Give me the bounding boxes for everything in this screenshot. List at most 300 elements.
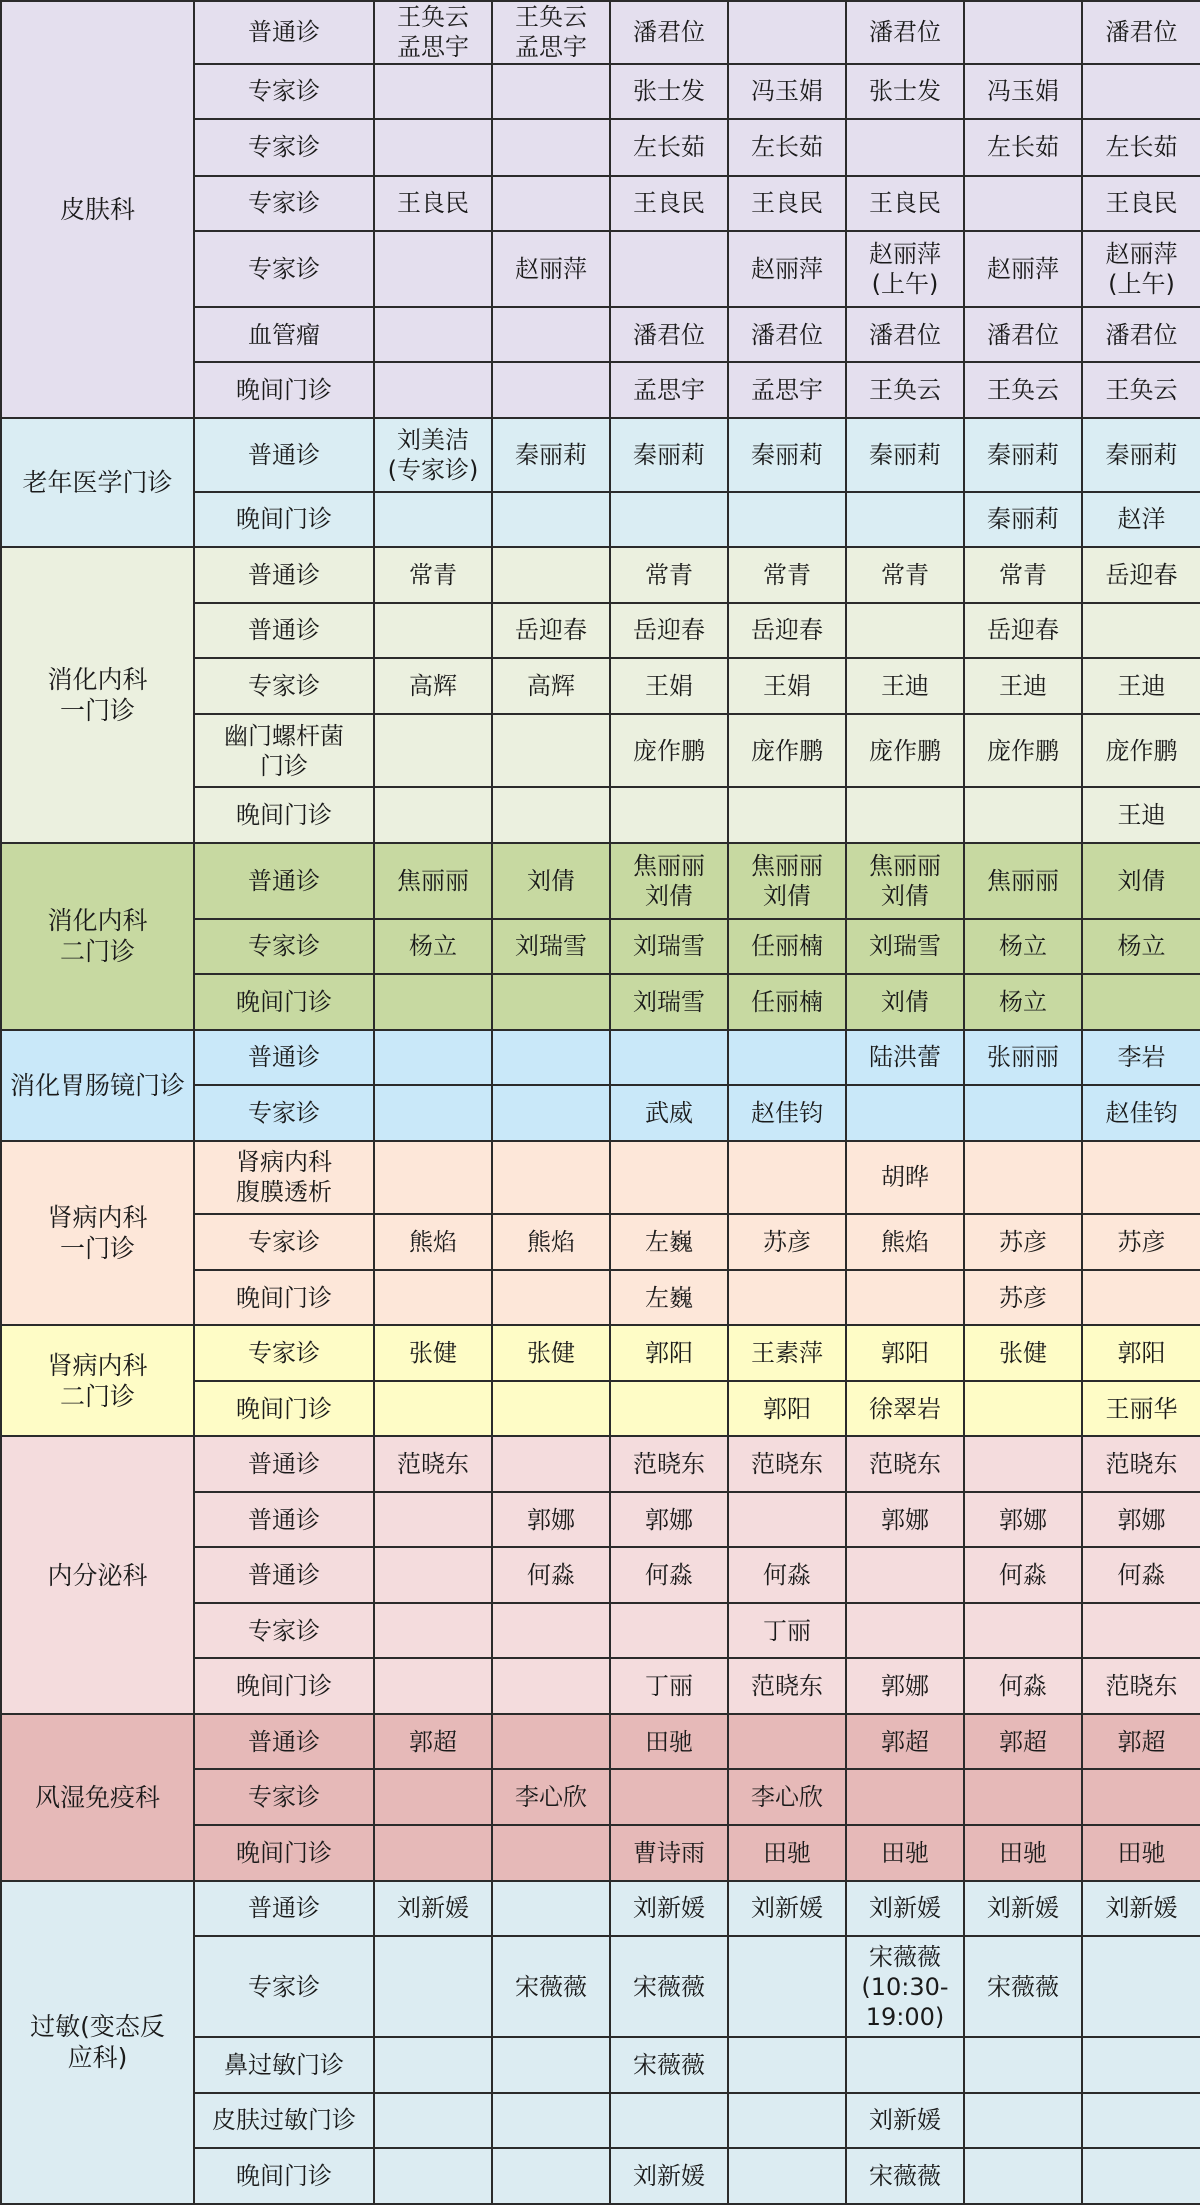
doctor-cell: 冯玉娟 — [964, 64, 1082, 120]
doctor-cell — [374, 787, 492, 843]
doctor-cell — [846, 1547, 964, 1603]
doctor-cell: 庞作鹏 — [610, 714, 728, 788]
doctor-cell: 王娟 — [728, 658, 846, 714]
clinic-type: 专家诊 — [194, 231, 374, 307]
clinic-type: 普通诊 — [194, 603, 374, 659]
doctor-cell: 赵佳钧 — [728, 1085, 846, 1141]
schedule-body — [1, 1, 1200, 2204]
doctor-cell — [492, 1603, 610, 1659]
doctor-cell — [728, 1492, 846, 1548]
doctor-cell: 范晓东 — [728, 1436, 846, 1492]
doctor-cell — [728, 2093, 846, 2149]
doctor-cell: 苏彦 — [964, 1270, 1082, 1326]
doctor-cell: 张士发 — [610, 64, 728, 120]
doctor-cell: 赵佳钧 — [1082, 1085, 1200, 1141]
doctor-cell: 王奂云 — [964, 362, 1082, 418]
doctor-cell: 秦丽莉 — [964, 418, 1082, 492]
doctor-cell: 王奂云 — [846, 362, 964, 418]
clinic-type: 晚间门诊 — [194, 787, 374, 843]
doctor-cell: 张健 — [492, 1325, 610, 1381]
doctor-cell — [492, 176, 610, 232]
clinic-type: 晚间门诊 — [194, 1825, 374, 1881]
doctor-cell: 郭超 — [846, 1714, 964, 1770]
doctor-cell: 郭娜 — [492, 1492, 610, 1548]
doctor-cell: 何淼 — [1082, 1547, 1200, 1603]
doctor-cell: 郭娜 — [964, 1492, 1082, 1548]
doctor-cell: 苏彦 — [1082, 1214, 1200, 1270]
doctor-cell: 田驰 — [964, 1825, 1082, 1881]
clinic-type: 专家诊 — [194, 1769, 374, 1825]
doctor-cell: 徐翠岩 — [846, 1381, 964, 1437]
doctor-cell: 宋薇薇 — [846, 2148, 964, 2204]
doctor-cell — [1082, 2037, 1200, 2093]
schedule-row — [1, 547, 1200, 603]
doctor-cell — [374, 603, 492, 659]
doctor-cell — [1082, 1936, 1200, 2037]
doctor-cell: 刘瑞雪 — [492, 919, 610, 975]
doctor-cell: 范晓东 — [846, 1436, 964, 1492]
doctor-cell — [1082, 64, 1200, 120]
doctor-cell — [374, 119, 492, 176]
doctor-cell: 左巍 — [610, 1214, 728, 1270]
doctor-cell: 胡晔 — [846, 1141, 964, 1215]
clinic-type: 专家诊 — [194, 1936, 374, 2037]
doctor-cell: 杨立 — [964, 919, 1082, 975]
doctor-cell — [374, 231, 492, 307]
doctor-cell: 焦丽丽 刘倩 — [846, 843, 964, 919]
doctor-cell — [374, 1492, 492, 1548]
doctor-cell: 王奂云 孟思宇 — [492, 1, 610, 64]
doctor-cell: 左长茹 — [964, 119, 1082, 176]
doctor-cell: 孟思宇 — [610, 362, 728, 418]
doctor-cell: 刘新媛 — [610, 2148, 728, 2204]
doctor-cell — [846, 603, 964, 659]
doctor-cell — [728, 1936, 846, 2037]
doctor-cell: 潘君位 — [728, 307, 846, 363]
doctor-cell: 范晓东 — [374, 1436, 492, 1492]
doctor-cell: 潘君位 — [1082, 1, 1200, 64]
doctor-cell: 岳迎春 — [1082, 547, 1200, 603]
doctor-cell — [964, 1603, 1082, 1659]
doctor-cell — [492, 2093, 610, 2149]
doctor-cell: 郭阳 — [728, 1381, 846, 1437]
clinic-type: 晚间门诊 — [194, 1658, 374, 1714]
doctor-cell — [374, 1085, 492, 1141]
doctor-cell: 王娟 — [610, 658, 728, 714]
doctor-cell: 秦丽莉 — [964, 492, 1082, 548]
doctor-cell — [846, 1270, 964, 1326]
doctor-cell: 宋薇薇 — [964, 1936, 1082, 2037]
doctor-cell — [846, 119, 964, 176]
doctor-cell: 任丽楠 — [728, 919, 846, 975]
doctor-cell: 苏彦 — [728, 1214, 846, 1270]
doctor-cell — [964, 1, 1082, 64]
doctor-cell — [846, 1085, 964, 1141]
doctor-cell — [1082, 1769, 1200, 1825]
doctor-cell: 熊焰 — [846, 1214, 964, 1270]
doctor-cell — [492, 2148, 610, 2204]
doctor-cell — [610, 1030, 728, 1086]
clinic-type: 专家诊 — [194, 1085, 374, 1141]
clinic-type: 专家诊 — [194, 919, 374, 975]
schedule-row — [1, 1141, 1200, 1215]
doctor-cell: 赵丽萍 — [964, 231, 1082, 307]
doctor-cell: 潘君位 — [1082, 307, 1200, 363]
doctor-cell: 常青 — [964, 547, 1082, 603]
clinic-type: 专家诊 — [194, 176, 374, 232]
doctor-cell: 刘新媛 — [1082, 1881, 1200, 1937]
doctor-cell: 宋薇薇 — [610, 1936, 728, 2037]
doctor-cell — [492, 1381, 610, 1437]
doctor-cell: 左长茹 — [1082, 119, 1200, 176]
doctor-cell — [374, 1825, 492, 1881]
doctor-cell — [374, 714, 492, 788]
doctor-cell — [374, 64, 492, 120]
doctor-cell: 潘君位 — [846, 1, 964, 64]
clinic-type: 普通诊 — [194, 1492, 374, 1548]
doctor-cell: 王迪 — [964, 658, 1082, 714]
doctor-cell: 范晓东 — [1082, 1658, 1200, 1714]
doctor-cell: 焦丽丽 刘倩 — [610, 843, 728, 919]
clinic-type: 晚间门诊 — [194, 974, 374, 1030]
doctor-cell: 焦丽丽 — [964, 843, 1082, 919]
doctor-cell — [374, 307, 492, 363]
doctor-cell: 焦丽丽 刘倩 — [728, 843, 846, 919]
doctor-cell — [492, 1085, 610, 1141]
doctor-cell — [492, 2037, 610, 2093]
doctor-cell: 王丽华 — [1082, 1381, 1200, 1437]
doctor-cell: 左长茹 — [610, 119, 728, 176]
doctor-cell: 何淼 — [964, 1547, 1082, 1603]
doctor-cell: 郭阳 — [1082, 1325, 1200, 1381]
doctor-cell — [964, 1436, 1082, 1492]
doctor-cell — [610, 2093, 728, 2149]
doctor-cell: 何淼 — [492, 1547, 610, 1603]
doctor-cell: 郭超 — [1082, 1714, 1200, 1770]
clinic-type: 皮肤过敏门诊 — [194, 2093, 374, 2149]
doctor-cell: 杨立 — [1082, 919, 1200, 975]
clinic-type: 幽门螺杆菌 门诊 — [194, 714, 374, 788]
clinic-type: 晚间门诊 — [194, 492, 374, 548]
doctor-cell — [846, 2037, 964, 2093]
clinic-type: 普通诊 — [194, 1030, 374, 1086]
doctor-cell — [374, 1030, 492, 1086]
doctor-cell: 常青 — [846, 547, 964, 603]
doctor-cell: 张士发 — [846, 64, 964, 120]
doctor-cell: 王良民 — [728, 176, 846, 232]
doctor-cell: 田驰 — [610, 1714, 728, 1770]
doctor-cell: 丁丽 — [728, 1603, 846, 1659]
doctor-cell: 杨立 — [374, 919, 492, 975]
doctor-cell: 宋薇薇 — [610, 2037, 728, 2093]
doctor-cell — [374, 1658, 492, 1714]
doctor-cell — [1082, 1603, 1200, 1659]
doctor-cell: 岳迎春 — [728, 603, 846, 659]
doctor-cell: 田驰 — [846, 1825, 964, 1881]
schedule-row — [1, 1714, 1200, 1770]
doctor-cell: 陆洪蕾 — [846, 1030, 964, 1086]
doctor-cell: 王奂云 孟思宇 — [374, 1, 492, 64]
doctor-cell: 秦丽莉 — [1082, 418, 1200, 492]
schedule-row — [1, 1030, 1200, 1086]
doctor-cell: 王奂云 — [1082, 362, 1200, 418]
doctor-cell — [492, 1658, 610, 1714]
doctor-cell: 秦丽莉 — [610, 418, 728, 492]
clinic-type: 鼻过敏门诊 — [194, 2037, 374, 2093]
doctor-cell — [492, 492, 610, 548]
doctor-cell — [846, 1769, 964, 1825]
doctor-cell — [1082, 1141, 1200, 1215]
doctor-cell: 郭娜 — [1082, 1492, 1200, 1548]
doctor-cell: 刘瑞雪 — [610, 919, 728, 975]
clinic-type: 专家诊 — [194, 1603, 374, 1659]
clinic-type: 普通诊 — [194, 1, 374, 64]
doctor-cell: 刘倩 — [492, 843, 610, 919]
doctor-cell — [492, 64, 610, 120]
doctor-cell — [728, 1714, 846, 1770]
doctor-cell: 焦丽丽 — [374, 843, 492, 919]
doctor-cell — [492, 1825, 610, 1881]
department-name: 过敏(变态反 应科) — [1, 1881, 194, 2204]
schedule-row — [1, 1881, 1200, 1937]
clinic-type: 晚间门诊 — [194, 1270, 374, 1326]
doctor-cell: 刘新媛 — [846, 2093, 964, 2149]
doctor-cell: 宋薇薇 (10:30- 19:00) — [846, 1936, 964, 2037]
doctor-cell: 王良民 — [1082, 176, 1200, 232]
doctor-cell — [1082, 974, 1200, 1030]
doctor-cell: 潘君位 — [964, 307, 1082, 363]
doctor-cell — [964, 1769, 1082, 1825]
clinic-type: 肾病内科 腹膜透析 — [194, 1141, 374, 1215]
doctor-cell: 田驰 — [728, 1825, 846, 1881]
doctor-cell: 刘瑞雪 — [846, 919, 964, 975]
doctor-cell — [728, 492, 846, 548]
department-name: 内分泌科 — [1, 1436, 194, 1714]
doctor-cell: 郭娜 — [846, 1492, 964, 1548]
doctor-cell — [492, 1436, 610, 1492]
doctor-cell: 庞作鹏 — [728, 714, 846, 788]
schedule-row — [1, 1436, 1200, 1492]
doctor-cell: 郭阳 — [610, 1325, 728, 1381]
doctor-cell — [492, 1270, 610, 1326]
doctor-cell: 李岩 — [1082, 1030, 1200, 1086]
doctor-cell: 潘君位 — [610, 1, 728, 64]
doctor-cell — [610, 492, 728, 548]
doctor-cell — [1082, 603, 1200, 659]
clinic-type: 普通诊 — [194, 418, 374, 492]
doctor-cell: 岳迎春 — [492, 603, 610, 659]
doctor-cell — [492, 714, 610, 788]
doctor-cell — [374, 1381, 492, 1437]
doctor-cell: 左巍 — [610, 1270, 728, 1326]
doctor-cell — [846, 1603, 964, 1659]
doctor-cell — [374, 492, 492, 548]
doctor-cell: 常青 — [610, 547, 728, 603]
doctor-cell: 郭超 — [374, 1714, 492, 1770]
doctor-cell: 常青 — [374, 547, 492, 603]
clinic-type: 普通诊 — [194, 547, 374, 603]
doctor-cell — [374, 1141, 492, 1215]
doctor-cell: 王迪 — [846, 658, 964, 714]
doctor-cell: 刘新媛 — [610, 1881, 728, 1937]
doctor-cell: 何淼 — [728, 1547, 846, 1603]
doctor-cell — [964, 1085, 1082, 1141]
doctor-cell: 刘新媛 — [374, 1881, 492, 1937]
doctor-cell — [964, 1381, 1082, 1437]
doctor-cell: 范晓东 — [610, 1436, 728, 1492]
doctor-cell — [610, 1381, 728, 1437]
doctor-cell: 潘君位 — [846, 307, 964, 363]
clinic-type: 普通诊 — [194, 1881, 374, 1937]
doctor-cell — [374, 1547, 492, 1603]
doctor-cell: 郭阳 — [846, 1325, 964, 1381]
doctor-cell — [964, 1141, 1082, 1215]
doctor-cell: 张丽丽 — [964, 1030, 1082, 1086]
doctor-cell — [492, 1030, 610, 1086]
doctor-cell: 赵丽萍 (上午) — [846, 231, 964, 307]
doctor-cell — [846, 787, 964, 843]
clinic-type: 普通诊 — [194, 843, 374, 919]
doctor-cell: 任丽楠 — [728, 974, 846, 1030]
clinic-type: 专家诊 — [194, 119, 374, 176]
doctor-cell — [492, 547, 610, 603]
doctor-cell — [610, 231, 728, 307]
doctor-cell: 王良民 — [846, 176, 964, 232]
doctor-cell: 常青 — [728, 547, 846, 603]
doctor-cell: 苏彦 — [964, 1214, 1082, 1270]
doctor-cell: 张健 — [964, 1325, 1082, 1381]
doctor-cell: 武威 — [610, 1085, 728, 1141]
clinic-type: 专家诊 — [194, 658, 374, 714]
doctor-cell — [610, 1769, 728, 1825]
doctor-cell — [728, 787, 846, 843]
doctor-cell — [492, 1714, 610, 1770]
doctor-cell — [964, 2148, 1082, 2204]
clinic-type: 专家诊 — [194, 1325, 374, 1381]
clinic-type: 血管瘤 — [194, 307, 374, 363]
clinic-type: 专家诊 — [194, 1214, 374, 1270]
doctor-cell: 何淼 — [610, 1547, 728, 1603]
doctor-cell: 王迪 — [1082, 787, 1200, 843]
doctor-cell — [1082, 2148, 1200, 2204]
doctor-cell — [1082, 1270, 1200, 1326]
doctor-cell: 孟思宇 — [728, 362, 846, 418]
doctor-cell — [964, 787, 1082, 843]
doctor-cell: 刘倩 — [846, 974, 964, 1030]
doctor-cell: 丁丽 — [610, 1658, 728, 1714]
doctor-cell — [374, 974, 492, 1030]
doctor-cell — [846, 492, 964, 548]
doctor-cell: 高辉 — [492, 658, 610, 714]
doctor-cell: 岳迎春 — [964, 603, 1082, 659]
department-name: 消化胃肠镜门诊 — [1, 1030, 194, 1141]
doctor-cell: 冯玉娟 — [728, 64, 846, 120]
doctor-cell — [610, 1603, 728, 1659]
doctor-cell — [728, 2148, 846, 2204]
doctor-cell — [610, 787, 728, 843]
doctor-cell — [374, 2093, 492, 2149]
doctor-cell: 刘新媛 — [964, 1881, 1082, 1937]
doctor-cell: 王素萍 — [728, 1325, 846, 1381]
doctor-cell: 何淼 — [964, 1658, 1082, 1714]
department-name: 肾病内科 一门诊 — [1, 1141, 194, 1326]
doctor-cell: 田驰 — [1082, 1825, 1200, 1881]
doctor-cell — [964, 176, 1082, 232]
department-name: 消化内科 一门诊 — [1, 547, 194, 843]
doctor-cell: 宋薇薇 — [492, 1936, 610, 2037]
doctor-cell: 庞作鹏 — [1082, 714, 1200, 788]
doctor-cell — [374, 1270, 492, 1326]
doctor-cell: 熊焰 — [374, 1214, 492, 1270]
doctor-cell: 郭超 — [964, 1714, 1082, 1770]
doctor-cell: 王良民 — [374, 176, 492, 232]
department-name: 肾病内科 二门诊 — [1, 1325, 194, 1436]
doctor-cell: 秦丽莉 — [492, 418, 610, 492]
doctor-cell: 李心欣 — [492, 1769, 610, 1825]
doctor-cell: 赵丽萍 — [492, 231, 610, 307]
department-name: 风湿免疫科 — [1, 1714, 194, 1881]
doctor-cell: 刘倩 — [1082, 843, 1200, 919]
doctor-cell — [374, 362, 492, 418]
doctor-cell: 左长茹 — [728, 119, 846, 176]
doctor-cell — [728, 2037, 846, 2093]
doctor-cell — [964, 2037, 1082, 2093]
doctor-cell: 庞作鹏 — [846, 714, 964, 788]
doctor-cell: 赵丽萍 — [728, 231, 846, 307]
schedule-row — [1, 418, 1200, 492]
doctor-cell: 高辉 — [374, 658, 492, 714]
clinic-type: 晚间门诊 — [194, 2148, 374, 2204]
schedule-row — [1, 1, 1200, 64]
doctor-cell: 刘瑞雪 — [610, 974, 728, 1030]
doctor-cell — [374, 1936, 492, 2037]
clinic-type: 普通诊 — [194, 1547, 374, 1603]
doctor-cell — [492, 787, 610, 843]
doctor-cell — [374, 1603, 492, 1659]
doctor-cell: 范晓东 — [1082, 1436, 1200, 1492]
doctor-cell: 刘新媛 — [846, 1881, 964, 1937]
doctor-cell: 刘新媛 — [728, 1881, 846, 1937]
doctor-cell — [492, 1881, 610, 1937]
doctor-cell — [964, 2093, 1082, 2149]
doctor-cell — [492, 362, 610, 418]
doctor-cell: 郭娜 — [846, 1658, 964, 1714]
doctor-cell — [728, 1141, 846, 1215]
department-name: 消化内科 二门诊 — [1, 843, 194, 1030]
doctor-cell: 刘美洁 (专家诊) — [374, 418, 492, 492]
doctor-cell: 李心欣 — [728, 1769, 846, 1825]
doctor-cell: 范晓东 — [728, 1658, 846, 1714]
clinic-type: 晚间门诊 — [194, 362, 374, 418]
doctor-cell: 秦丽莉 — [728, 418, 846, 492]
clinic-type: 专家诊 — [194, 64, 374, 120]
doctor-cell: 熊焰 — [492, 1214, 610, 1270]
doctor-cell: 杨立 — [964, 974, 1082, 1030]
doctor-cell — [374, 1769, 492, 1825]
doctor-cell: 郭娜 — [610, 1492, 728, 1548]
doctor-cell: 潘君位 — [610, 307, 728, 363]
doctor-cell: 赵洋 — [1082, 492, 1200, 548]
doctor-cell — [492, 974, 610, 1030]
clinic-type: 晚间门诊 — [194, 1381, 374, 1437]
schedule-row — [1, 1325, 1200, 1381]
doctor-cell — [728, 1270, 846, 1326]
clinic-type: 普通诊 — [194, 1714, 374, 1770]
doctor-cell — [374, 2037, 492, 2093]
doctor-cell: 岳迎春 — [610, 603, 728, 659]
schedule-row — [1, 843, 1200, 919]
doctor-cell: 赵丽萍 (上午) — [1082, 231, 1200, 307]
